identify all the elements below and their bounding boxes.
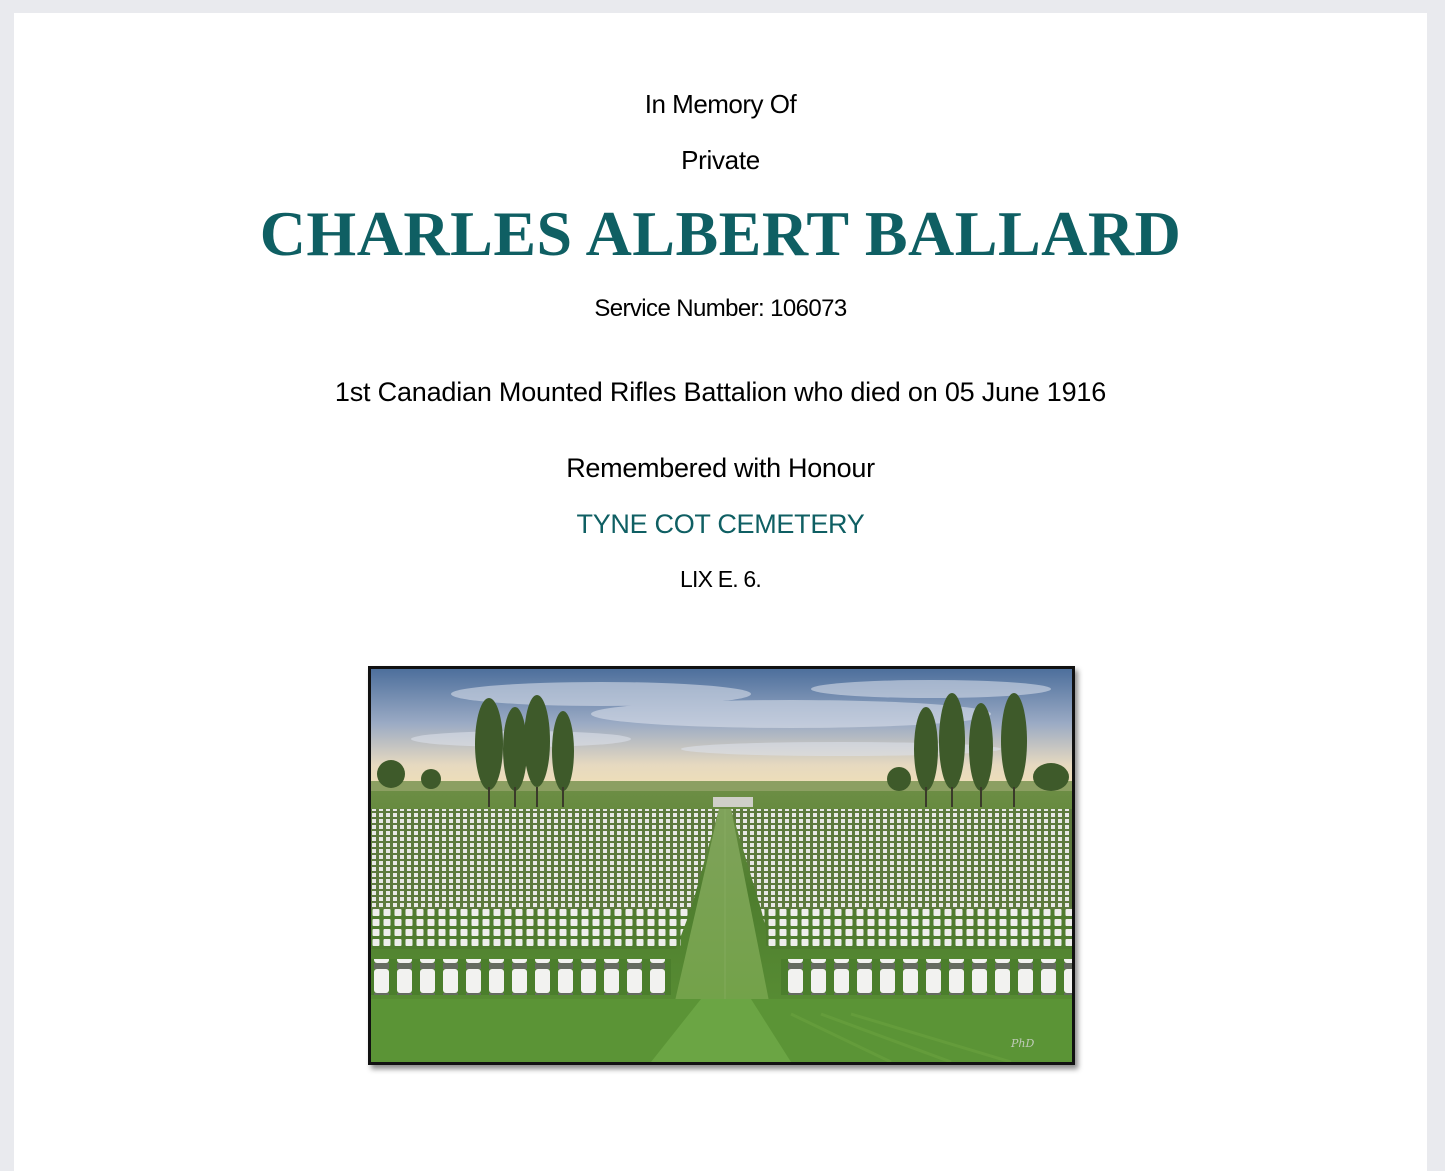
- grave-reference: LIX E. 6.: [679, 566, 761, 592]
- cemetery-name: TYNE COT CEMETERY: [576, 509, 865, 539]
- intro-text: In Memory Of: [644, 89, 797, 119]
- svg-text:PhD: PhD: [1011, 1037, 1035, 1050]
- rank-text: Private: [681, 145, 760, 175]
- unit-and-date: 1st Canadian Mounted Rifles Battalion who died on 05 June 1916: [334, 377, 1107, 407]
- service-number: Service Number: 106073: [594, 295, 847, 322]
- cemetery-photo: [368, 666, 1075, 1065]
- soldier-name: CHARLES ALBERT BALLARD: [259, 198, 1182, 269]
- memorial-page: [14, 13, 1427, 1171]
- honour-text: Remembered with Honour: [566, 453, 875, 483]
